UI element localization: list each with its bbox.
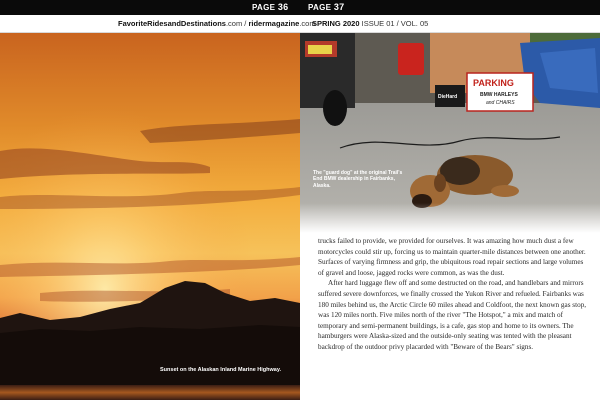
article-body bbox=[318, 236, 588, 353]
guard-dog-illustration bbox=[300, 33, 600, 233]
page-number-left: PAGE 36 bbox=[252, 2, 289, 12]
sunset-illustration bbox=[0, 33, 300, 400]
parking-sign-line2: and CHAIRS bbox=[486, 100, 515, 106]
page-number-right: PAGE 37 bbox=[308, 2, 345, 12]
diehard-label: DieHard bbox=[438, 94, 458, 100]
page-header bbox=[0, 15, 600, 33]
top-bar bbox=[0, 0, 600, 15]
website-urls: FavoriteRidesandDestinations.com / ridermagazine.com bbox=[118, 19, 316, 28]
parking-sign-line1: BMW HARLEYS bbox=[480, 92, 518, 98]
article-paragraph-2: After hard luggage flew off and some destructed on the road, and handlebars and mirrors suffered severe downforces, we finally crossed the Yukon River and refueled. Fairbanks was 180 miles behind us, the Arctic Circle 60 miles ahead and Coldfoot, the next known gas stop, was 120 miles north. Five miles north of the river "The Hotspot," a mix and match of temporary and semi-permanent buildings, is a cafe, gas stop and home to its owners. The hamburgers were Alaska-sized and the outside-only seating was tented with the pleasant backdrop of the outdoor privy placarded with "Beware of the Bears" signs. bbox=[318, 279, 587, 351]
guard-dog-photo bbox=[300, 33, 600, 233]
sunset-photo bbox=[0, 33, 300, 400]
parking-sign-title: PARKING bbox=[473, 78, 514, 88]
guard-dog-caption: The "guard dog" at the original Trail's End BMW dealership in Fairbanks, Alaska. bbox=[313, 170, 403, 189]
article-paragraph-1: trucks failed to provide, we provided for ourselves. It was amazing how much dust a few motorcycles could stir up, forcing us to maintain quarter-mile distances between one another. Surfaces of varying firmness and grip, the ubiquitous road repair sections and large volumes of gravel and loose, jagged rocks were common, as was the dust. bbox=[318, 237, 586, 277]
issue-info: SPRING 2020 ISSUE 01 / VOL. 05 bbox=[312, 19, 429, 28]
sunset-caption: Sunset on the Alaskan Inland Marine Highway. bbox=[160, 367, 282, 373]
